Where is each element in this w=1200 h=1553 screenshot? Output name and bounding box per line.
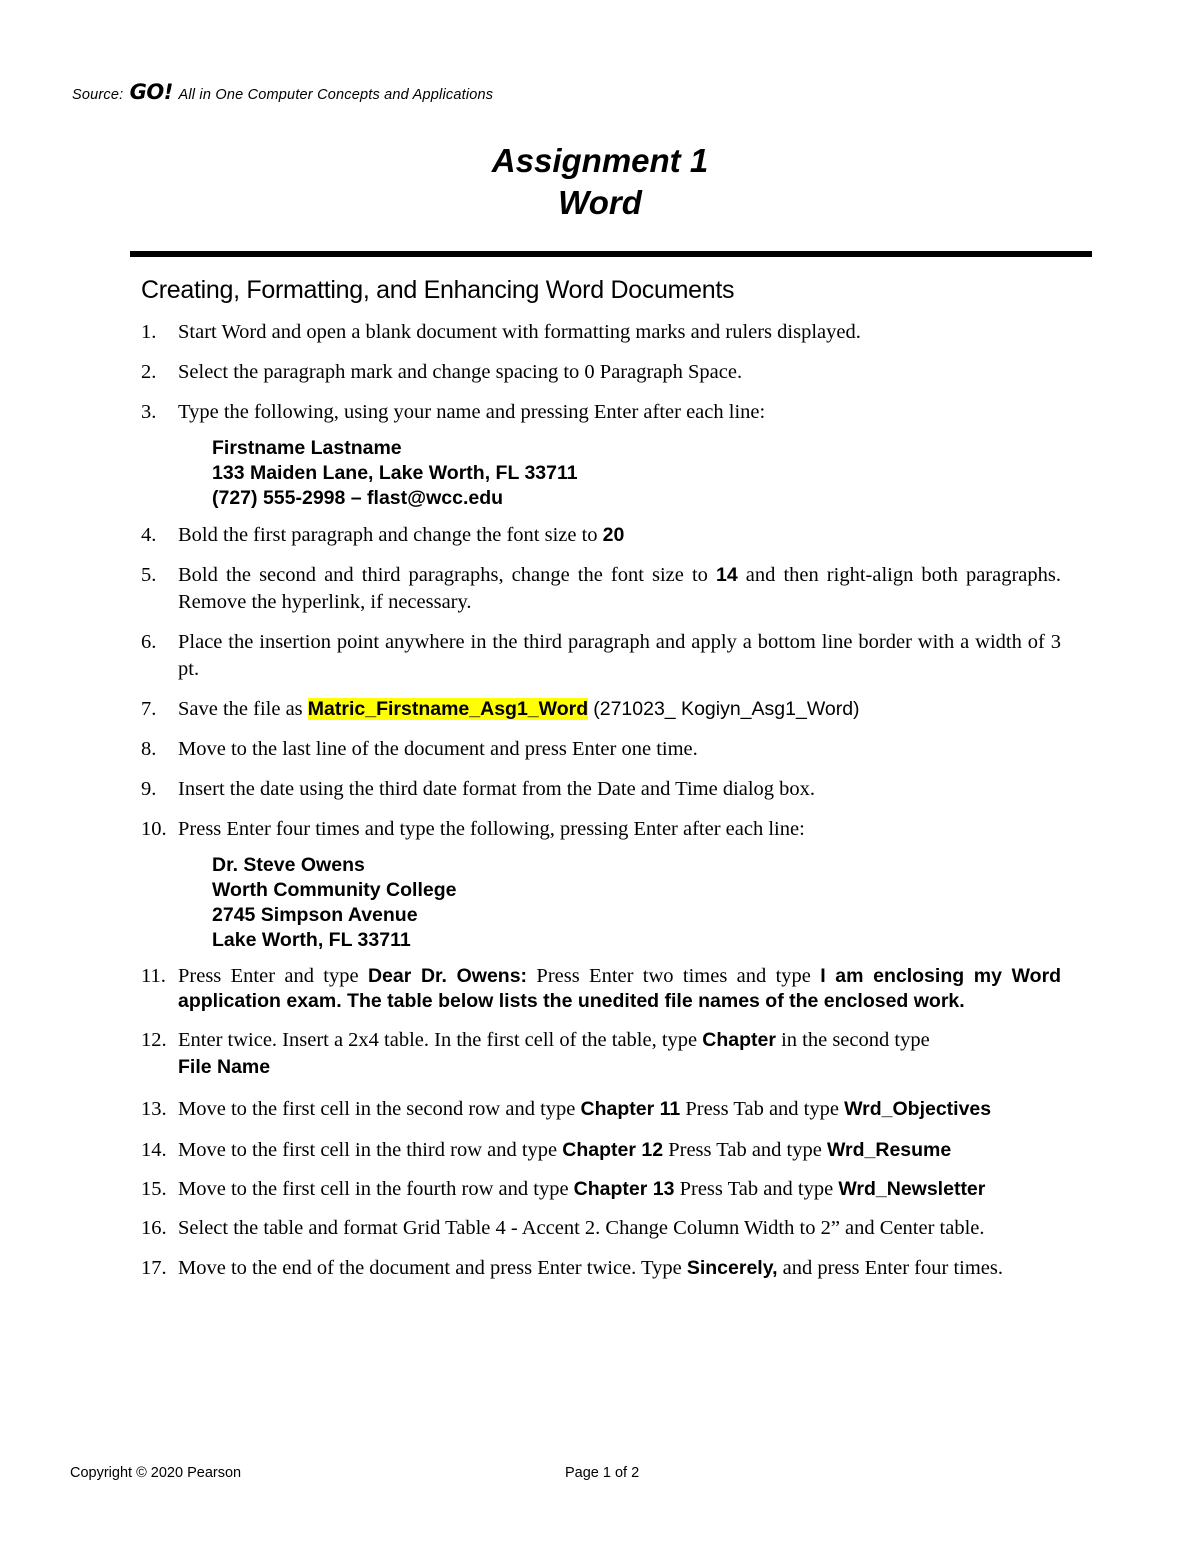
bold-text: Chapter <box>702 1029 776 1051</box>
step-13 <box>141 1094 1061 1124</box>
step-text: Press Enter and type <box>178 965 359 987</box>
step-text: Move to the end of the document and press Enter twice. Type <box>178 1257 682 1279</box>
step-text: Type the following, using your name and pressing Enter after each line: <box>178 401 766 423</box>
step-4 <box>141 522 1061 549</box>
book-title: All in One Computer Concepts and Applications <box>178 87 494 103</box>
step-number: 10. <box>141 818 167 840</box>
bold-text: Chapter 12 <box>562 1139 664 1161</box>
step-text: Move to the first cell in the fourth row and type <box>178 1178 569 1200</box>
step-number: 8. <box>141 738 157 760</box>
step-14 <box>141 1137 1061 1164</box>
bold-text: File Name <box>178 1056 271 1078</box>
step-text: Start Word and open a blank document with formatting marks and rulers displayed. <box>178 321 861 343</box>
step-text: Move to the last line of the document and press Enter one time. <box>178 738 698 760</box>
address-line: Worth Community College <box>212 879 457 901</box>
step-number: 13. <box>141 1098 167 1120</box>
step-15 <box>141 1177 1061 1202</box>
step-text: Bold the first paragraph and change the font size to <box>178 524 598 546</box>
step-2 <box>141 359 1061 386</box>
bold-text: Wrd_Newsletter <box>838 1178 986 1200</box>
section-heading: Creating, Formatting, and Enhancing Word Documents <box>141 276 735 304</box>
source-label: Source: <box>72 87 124 103</box>
step-number: 6. <box>141 631 157 653</box>
page-number: Page 1 of 2 <box>565 1465 640 1481</box>
step-16 <box>141 1215 1061 1242</box>
step-number: 11. <box>141 965 166 987</box>
step-text: Save the file as <box>178 698 303 720</box>
bold-text: Wrd_Objectives <box>844 1098 992 1120</box>
step-text: Move to the first cell in the third row and type <box>178 1139 558 1161</box>
step-text: Select the paragraph mark and change spacing to 0 Paragraph Space. <box>178 361 743 383</box>
step-text: Enter twice. Insert a 2x4 table. In the first cell of the table, type <box>178 1029 698 1051</box>
step-number: 3. <box>141 401 157 423</box>
step-text: Select the table and format Grid Table 4 - Accent 2. Change Column Width to 2” and Center table. <box>178 1217 985 1239</box>
step-number: 5. <box>141 564 157 586</box>
step-9 <box>141 776 1061 803</box>
address-line: Firstname Lastname <box>212 437 402 459</box>
step-text: Press Tab and type <box>668 1139 822 1161</box>
step-number: 4. <box>141 524 157 546</box>
bold-text: Sincerely, <box>686 1257 778 1279</box>
step-number: 9. <box>141 778 157 800</box>
bold-text: Dear Dr. Owens: <box>367 965 528 987</box>
address-line: 2745 Simpson Avenue <box>212 904 418 926</box>
step-text: Press Tab and type <box>679 1178 834 1200</box>
step-text: Press Tab and type <box>685 1098 839 1120</box>
assignment-title: Assignment 1 <box>491 142 709 179</box>
bold-text: I am enclosing my Word application exam. The table below lists the unedited file names of the enclosed work. <box>178 965 1062 1012</box>
step-number: 15. <box>141 1178 167 1200</box>
step-text: Bold the second and third paragraphs, change the font size to <box>178 564 708 586</box>
step-number: 16. <box>141 1217 167 1239</box>
step-text: and then right-align both paragraphs. Remove the hyperlink, if necessary. <box>178 564 1061 613</box>
step-17 <box>141 1255 1061 1282</box>
step-1 <box>141 319 1061 346</box>
address-line: 133 Maiden Lane, Lake Worth, FL 33711 <box>212 462 578 484</box>
step-number: 1. <box>141 321 157 343</box>
step-10 <box>141 816 1061 953</box>
step-12 <box>141 1027 1061 1081</box>
source-line <box>72 80 493 104</box>
step-7 <box>141 696 1061 723</box>
font-size-value: 20 <box>602 524 625 546</box>
address-block <box>178 436 1061 511</box>
copyright-notice: Copyright © 2020 Pearson <box>70 1465 242 1481</box>
assignment-subtitle: Word <box>558 184 642 221</box>
step-text: Move to the first cell in the second row and type <box>178 1098 576 1120</box>
go-logo: GO! <box>129 80 173 104</box>
address-line: (727) 555-2998 – flast@wcc.edu <box>212 487 504 509</box>
bold-text: Wrd_Resume <box>826 1139 952 1161</box>
step-3 <box>141 399 1061 511</box>
bold-text: Chapter 11 <box>580 1098 681 1120</box>
step-text: and press Enter four times. <box>782 1257 1003 1279</box>
step-text: Press Enter four times and type the following, pressing Enter after each line: <box>178 818 805 840</box>
step-8 <box>141 736 1061 763</box>
step-5 <box>141 562 1061 616</box>
step-number: 17. <box>141 1257 167 1279</box>
address-line: Dr. Steve Owens <box>212 854 365 876</box>
step-text: in the second type <box>781 1029 930 1051</box>
step-text: Insert the date using the third date format from the Date and Time dialog box. <box>178 778 816 800</box>
step-11 <box>141 964 1061 1014</box>
step-text: Place the insertion point anywhere in the third paragraph and apply a bottom line border with a width of 3 pt. <box>178 631 1061 680</box>
recipient-block <box>178 853 1061 953</box>
step-number: 12. <box>141 1029 167 1051</box>
title-divider <box>130 251 1092 257</box>
step-text: Press Enter two times and type <box>536 965 811 987</box>
address-line: Lake Worth, FL 33711 <box>212 929 411 951</box>
step-6 <box>141 629 1061 683</box>
step-number: 2. <box>141 361 157 383</box>
step-number: 7. <box>141 698 157 720</box>
filename-example: (271023_ Kogiyn_Asg1_Word) <box>593 698 860 720</box>
instruction-list <box>141 319 1061 1295</box>
step-number: 14. <box>141 1139 167 1161</box>
bold-text: Chapter 13 <box>573 1178 675 1200</box>
font-size-value: 14 <box>715 564 738 586</box>
filename-highlight: Matric_Firstname_Asg1_Word <box>307 698 589 720</box>
